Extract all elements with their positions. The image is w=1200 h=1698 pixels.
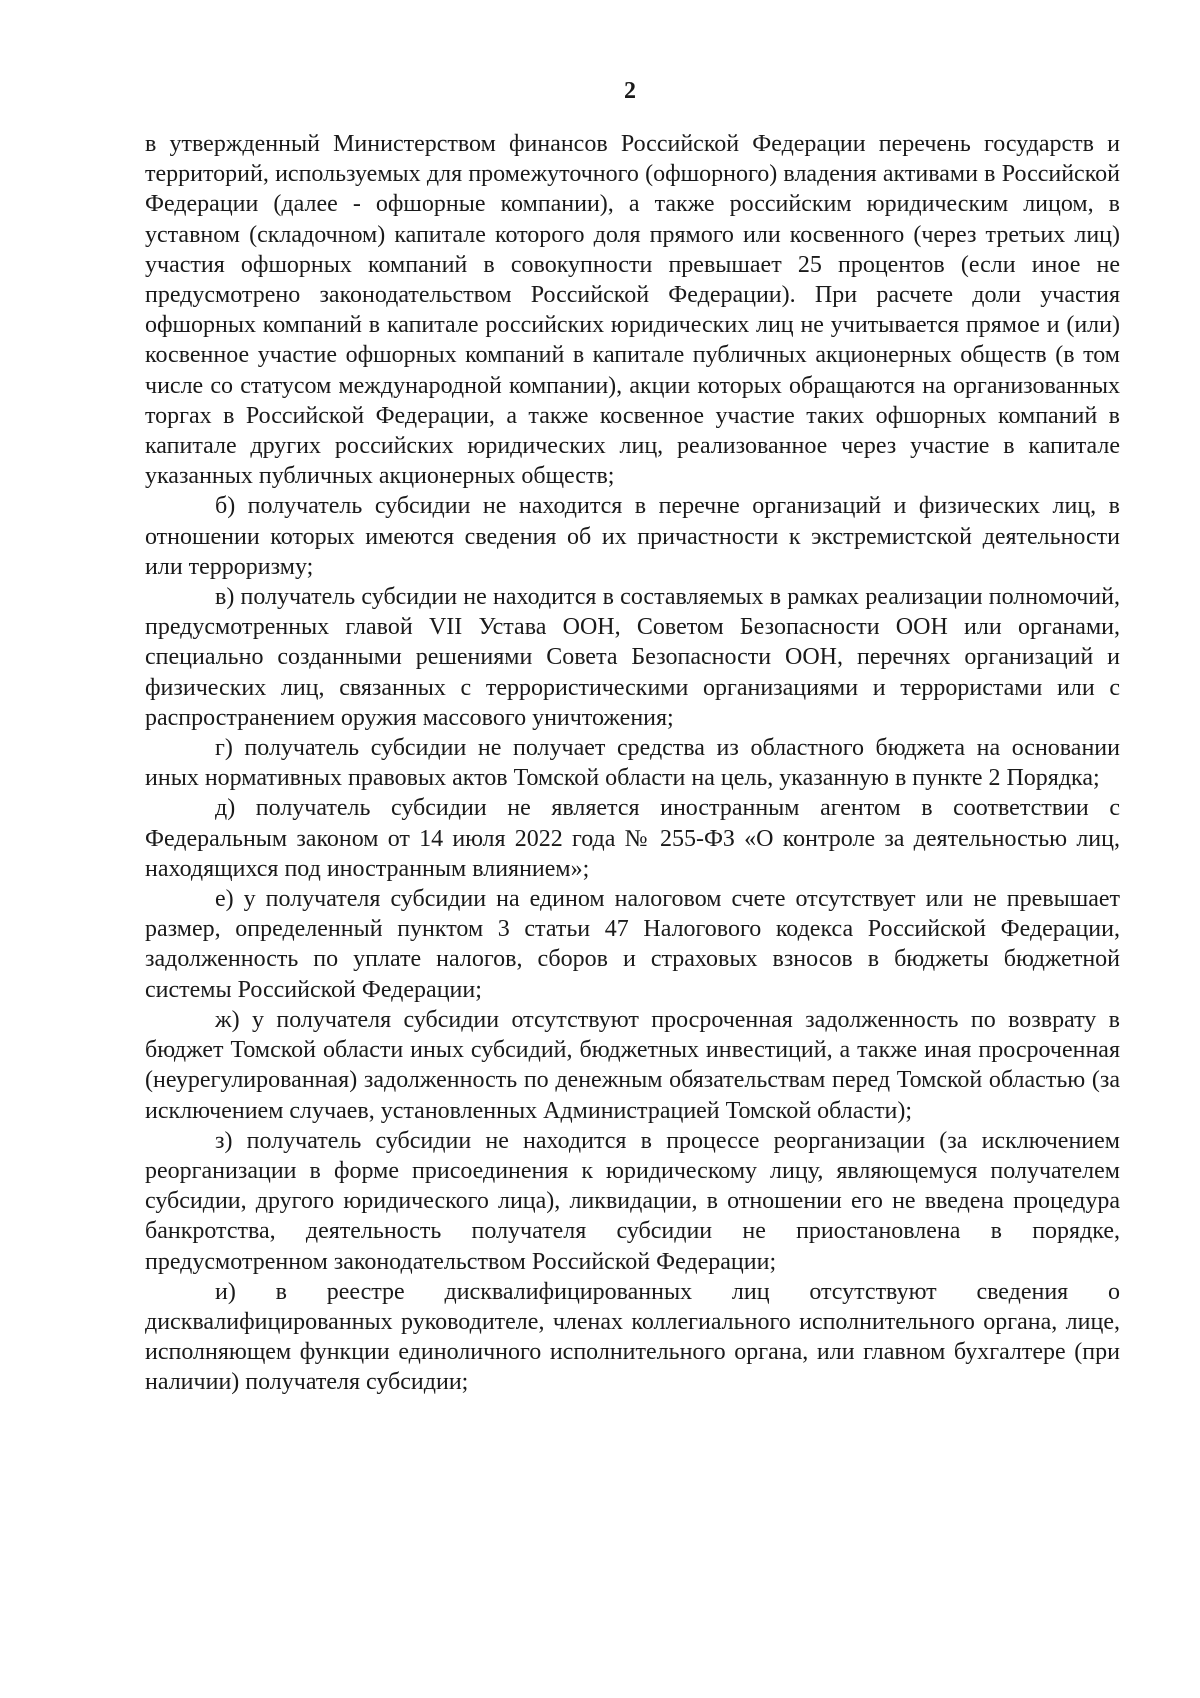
page-number: 2 [624,78,636,104]
paragraph-item-d: д) получатель субсидии не является иностранным агентом в соответствии с Федеральным законом от 14 июля 2022 года № 255-ФЗ «О контроле за деятельностью лиц, находящихся под иностранным влиянием»; [145,795,1120,882]
paragraph-item-v: в) получатель субсидии не находится в составляемых в рамках реализации полномочий, предусмотренных главой VII Устава ООН, Советом Безопасности ООН или органами, специально созданными решениями Совета Безопасности ООН, перечнях организаций и физических лиц, связанных с террористическими организациями и террористами или с распространением оружия массового уничтожения; [145,584,1120,731]
paragraph-item-e: е) у получателя субсидии на едином налоговом счете отсутствует или не превышает размер, определенный пунктом 3 статьи 47 Налогового кодекса Российской Федерации, задолженность по уплате налогов, сборов и страховых взносов в бюджеты бюджетной системы Российской Федерации; [145,886,1120,1003]
document-body [145,129,1120,1398]
paragraph-item-zh: ж) у получателя субсидии отсутствуют просроченная задолженность по возврату в бюджет Томской области иных субсидий, бюджетных инвестиций, а также иная просроченная (неурегулированная) задолженность по денежным обязательствам перед Томской областью (за исключением случаев, установленных Администрацией Томской области); [145,1006,1120,1124]
paragraph-continuation: в утвержденный Министерством финансов Российской Федерации перечень государств и территорий, используемых для промежуточного (офшорного) владения активами в Российской Федерации (далее - офшорные компании), а также российским юридическим лицом, в уставном (складочном) капитале которого доля прямого или косвенного (через третьих лиц) участия офшорных компаний в совокупности превышает 25 процентов (если иное не предусмотрено законодательством Российской Федерации). При расчете доли участия офшорных компаний в капитале российских юридических лиц не учитывается прямое и (или) косвенное участие офшорных компаний в капитале публичных акционерных обществ (в том числе со статусом международной компании), акции которых обращаются на организованных торгах в Российской Федерации, а также косвенное участие таких офшорных компаний в капитале других российских юридических лиц, реализованное через участие в капитале указанных публичных акционерных обществ; [145,131,1120,490]
paragraph-item-b: б) получатель субсидии не находится в перечне организаций и физических лиц, в отношении которых имеются сведения об их причастности к экстремистской деятельности или терроризму; [145,493,1120,580]
paragraph-item-i: и) в реестре дисквалифицированных лиц отсутствуют сведения о дисквалифицированных руководителе, членах коллегиального исполнительного органа, лице, исполняющем функции единоличного исполнительного органа, или главном бухгалтере (при наличии) получателя субсидии; [145,1278,1120,1396]
paragraph-item-z: з) получатель субсидии не находится в процессе реорганизации (за исключением реорганизации в форме присоединения к юридическому лицу, являющемуся получателем субсидии, другого юридического лица), ликвидации, в отношении его не введена процедура банкротства, деятельность получателя субсидии не приостановлена в порядке, предусмотренном законодательством Российской Федерации; [145,1127,1120,1275]
paragraph-item-g: г) получатель субсидии не получает средства из областного бюджета на основании иных нормативных правовых актов Томской области на цель, указанную в пункте 2 Порядка; [145,735,1120,792]
